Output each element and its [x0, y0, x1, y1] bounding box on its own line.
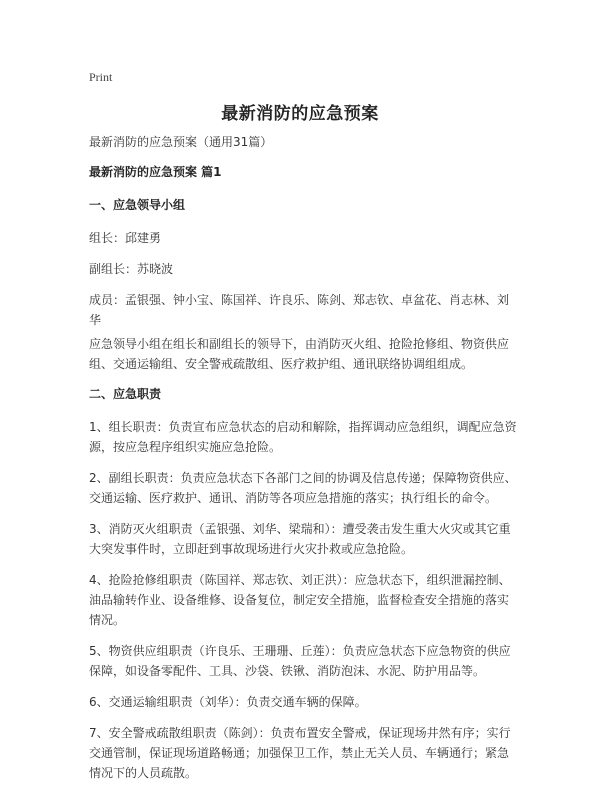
- intro-paragraph: 应急领导小组在组长和副组长的领导下，由消防灭火组、抢险抢修组、物资供应组、交通运输组、安全警戒疏散组、医疗救护组、通讯联络协调组组成。: [89, 337, 510, 371]
- duty-paragraph-4: 4、抢险抢修组职责（陈国祥、郑志钦、刘正洪）：应急状态下，组织泄漏控制、油品输转作业、设备维修、设备复位，制定安全措施，监督检查安全措施的落实情况。: [89, 573, 511, 627]
- duty-paragraph-2: 2、副组长职责：负责应急状态下各部门之间的协调及信息传递；保障物资供应、交通运输、医疗救护、通讯、消防等各项应急措施的落实；执行组长的命令。: [89, 471, 517, 505]
- vice-leader-line: 副组长：苏晓波: [89, 262, 174, 276]
- heading-duties: 二、应急职责: [89, 387, 162, 401]
- members-line: 成员：孟银强、钟小宝、陈国祥、许良乐、陈剑、郑志钦、卓盆花、肖志林、刘华: [89, 293, 510, 327]
- section-title: 最新消防的应急预案 篇1: [89, 165, 222, 179]
- duty-paragraph-7: 7、安全警戒疏散组职责（陈剑）：负责布置安全警戒，保证现场井然有序；实行交通管制，保证现场道路畅通；加强保卫工作，禁止无关人员、车辆通行；紧急情况下的人员疏散。: [89, 726, 511, 780]
- print-label[interactable]: Print: [89, 70, 113, 84]
- duty-paragraph-1: 1、组长职责：负责宣布应急状态的启动和解除，指挥调动应急组织，调配应急资源，按应急程序组织实施应急抢险。: [89, 420, 517, 454]
- duty-paragraph-3: 3、消防灭火组职责（孟银强、刘华、梁瑞和）：遭受袭击发生重大火灾或其它重大突发事件时，立即赶到事故现场进行火灾扑救或应急抢险。: [89, 522, 511, 556]
- duty-paragraph-6: 6、交通运输组职责（刘华）：负责交通车辆的保障。: [89, 695, 367, 709]
- document-subtitle: 最新消防的应急预案（通用31篇）: [89, 135, 273, 149]
- heading-leadership-group: 一、应急领导小组: [89, 198, 186, 212]
- document-body: [89, 132, 517, 794]
- page-title: 最新消防的应急预案: [221, 104, 379, 124]
- leader-line: 组长：邱建勇: [89, 231, 162, 245]
- duty-paragraph-5: 5、物资供应组职责（许良乐、王珊珊、丘莲）：负责应急状态下应急物资的供应保障，如设备零配件、工具、沙袋、铁锹、消防泡沫、水泥、防护用品等。: [89, 644, 511, 678]
